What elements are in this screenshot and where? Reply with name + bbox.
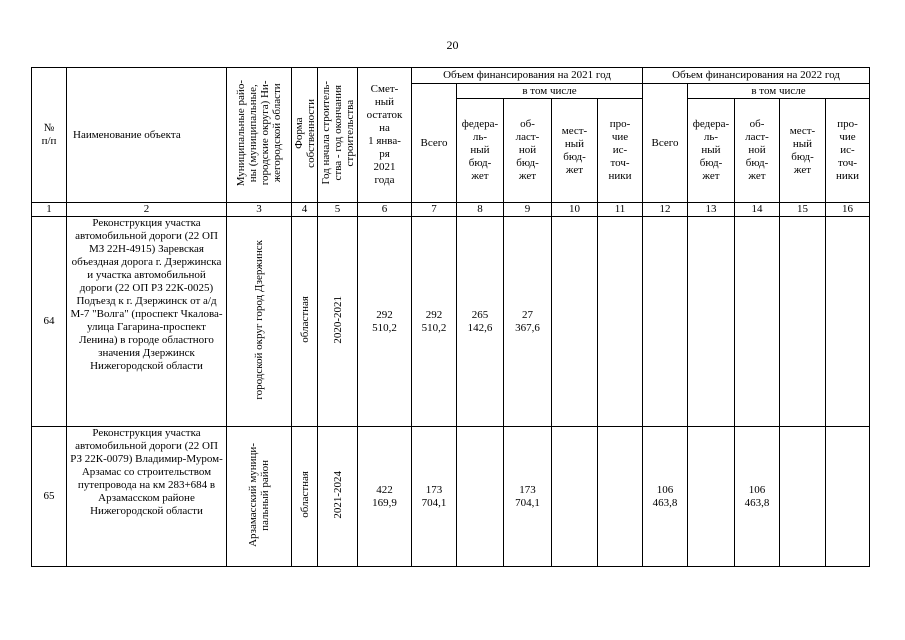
financing-table: [31, 67, 870, 567]
header-federal-2021: федера- ль- ный бюд- жет: [457, 99, 504, 203]
page-number: 20: [446, 38, 459, 52]
header-regional-2021: об- ласт- ной бюд- жет: [504, 99, 552, 203]
header-district: Муниципальные райо- ны (муниципальные, городские округа) Ни- жегородской области: [227, 68, 292, 203]
federal-2022: [688, 217, 735, 427]
col-number: 4: [292, 203, 318, 217]
estimated-remainder: 422 169,9: [358, 427, 412, 567]
header-fin-2022: Объем финансирования на 2022 год: [643, 68, 870, 84]
header-total-2022: Всего: [643, 84, 688, 203]
col-number: 12: [643, 203, 688, 217]
col-number: 10: [552, 203, 598, 217]
column-number-row: [32, 203, 870, 217]
col-number: 13: [688, 203, 735, 217]
object-name: Реконструкция участка автомобильной дороги (22 ОП РЗ 22К-0079) Владимир-Муром-Арзамас со строительством путепровода на км 283+684 в Арзамасском районе Нижегородской области: [67, 427, 227, 567]
header-including-2021: в том числе: [457, 84, 643, 99]
other-2021: [598, 217, 643, 427]
header-federal-2022: федера- ль- ный бюд- жет: [688, 99, 735, 203]
local-2021: [552, 217, 598, 427]
header-remainder: Смет- ный остаток на 1 янва- ря 2021 года: [358, 68, 412, 203]
total-2021: 292 510,2: [412, 217, 457, 427]
regional-2022: [735, 217, 780, 427]
header-num: № п/п: [32, 68, 67, 203]
col-number: 16: [826, 203, 870, 217]
header-fin-2021: Объем финансирования на 2021 год: [412, 68, 643, 84]
col-number: 2: [67, 203, 227, 217]
header-years: Год начала строитель- ства - год окончания строительства: [318, 68, 358, 203]
ownership: областная: [292, 427, 318, 567]
col-number: 8: [457, 203, 504, 217]
local-2022: [780, 427, 826, 567]
federal-2022: [688, 427, 735, 567]
total-2022: [643, 217, 688, 427]
header-local-2021: мест- ный бюд- жет: [552, 99, 598, 203]
ownership: областная: [292, 217, 318, 427]
district: городской округ город Дзержинск: [227, 217, 292, 427]
col-number: 6: [358, 203, 412, 217]
other-2021: [598, 427, 643, 567]
col-number: 11: [598, 203, 643, 217]
regional-2022: 106 463,8: [735, 427, 780, 567]
col-number: 15: [780, 203, 826, 217]
header-total-2021: Всего: [412, 84, 457, 203]
regional-2021: 27 367,6: [504, 217, 552, 427]
local-2022: [780, 217, 826, 427]
district: Арзамасский муници- пальный район: [227, 427, 292, 567]
object-name: Реконструкция участка автомобильной дороги (22 ОП МЗ 22Н-4915) Заревская объездная дорога г. Дзержинска и участка автомобильной дороги (22 ОП РЗ 22К-0025) Подъезд к г. Дзержинск от а/д М-7 "Волга" (проспект Чкалова-улица Гагарина-проспект Ленина) в городе областного значения Дзержинск Нижегородской области: [67, 217, 227, 427]
header-ownership: Форма собственности: [292, 68, 318, 203]
col-number: 1: [32, 203, 67, 217]
federal-2021: [457, 427, 504, 567]
estimated-remainder: 292 510,2: [358, 217, 412, 427]
table-row: [32, 217, 870, 427]
total-2021: 173 704,1: [412, 427, 457, 567]
col-number: 7: [412, 203, 457, 217]
col-number: 3: [227, 203, 292, 217]
col-number: 9: [504, 203, 552, 217]
table-row: [32, 427, 870, 567]
total-2022: 106 463,8: [643, 427, 688, 567]
other-2022: [826, 217, 870, 427]
federal-2021: 265 142,6: [457, 217, 504, 427]
construction-years: 2020-2021: [318, 217, 358, 427]
header-regional-2022: об- ласт- ной бюд- жет: [735, 99, 780, 203]
header-including-2022: в том числе: [688, 84, 870, 99]
row-number: 64: [32, 217, 67, 427]
header-name: Наименование объекта: [67, 68, 227, 203]
header-other-2021: про- чие ис- точ- ники: [598, 99, 643, 203]
header-other-2022: про- чие ис- точ- ники: [826, 99, 870, 203]
col-number: 5: [318, 203, 358, 217]
header-local-2022: мест- ный бюд- жет: [780, 99, 826, 203]
col-number: 14: [735, 203, 780, 217]
local-2021: [552, 427, 598, 567]
construction-years: 2021-2024: [318, 427, 358, 567]
row-number: 65: [32, 427, 67, 567]
other-2022: [826, 427, 870, 567]
regional-2021: 173 704,1: [504, 427, 552, 567]
